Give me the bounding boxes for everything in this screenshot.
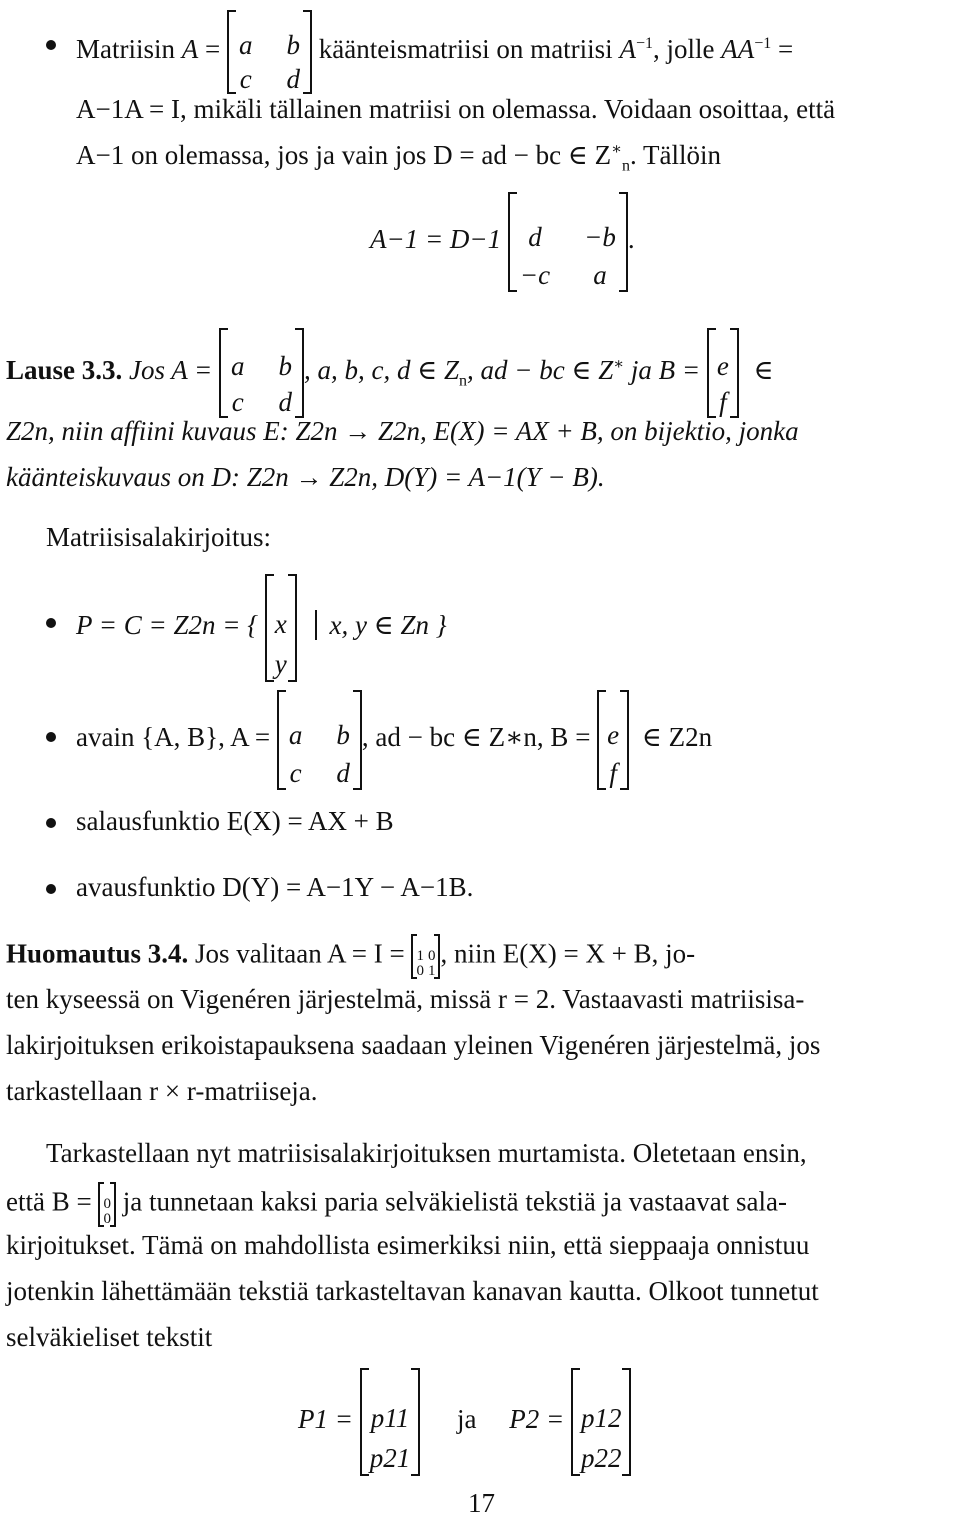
inverse-matrix: d −b −c a	[508, 192, 628, 292]
bullet-dot	[46, 732, 56, 742]
matrix-abcd: a b c d	[227, 10, 312, 94]
theorem-matrix: a b c d	[219, 328, 304, 418]
bullet-dot	[46, 40, 56, 50]
xy-vector: x y	[265, 574, 297, 682]
identity-matrix: 1 0 0 1	[411, 934, 440, 979]
page-number: 17	[468, 1488, 495, 1518]
para-line-2: että B = 0 0 ja tunnetaan kaksi paria selväkielistä tekstiä ja vastaavat sala-	[6, 1182, 787, 1227]
theorem-vector: e f	[707, 328, 739, 418]
key-matrix: a b c d	[277, 690, 362, 790]
bullet-dot	[46, 884, 56, 894]
inverse-equation: A−1 = D−1 d −b −c a .	[370, 192, 635, 292]
para-line-5: selväkieliset tekstit	[6, 1322, 213, 1352]
bullet-encryption: salausfunktio E(X) = AX + B	[76, 806, 394, 836]
theorem-line-3: käänteiskuvaus on D: Z2n → Z2n, D(Y) = A−1(Y − B).	[6, 462, 605, 492]
para-line-4: jotenkin lähettämään tekstiä tarkasteltavan kanavan kautta. Olkoot tunnetut	[6, 1276, 819, 1306]
key-vector: e f	[597, 690, 629, 790]
theorem-line-2: Z2n, niin affiini kuvaus E: Z2n → Z2n, E(X) = AX + B, on bijektio, jonka	[6, 416, 799, 446]
zero-vector: 0 0	[98, 1182, 116, 1227]
line-3: A−1 on olemassa, jos ja vain jos D = ad − bc ∈ $Z^∗_n$. Tällöin	[76, 140, 721, 175]
bullet-dot	[46, 818, 56, 828]
remark-line-3: lakirjoituksen erikoistapauksena saadaan yleinen Vigenéren järjestelmä, jos	[6, 1030, 821, 1060]
section-heading: Matriisisalakirjoitus:	[46, 522, 271, 552]
remark-line-2: ten kyseessä on Vigenéren järjestelmä, missä r = 2. Vastaavasti matriisisa-	[6, 984, 805, 1014]
p1-vector: p11 p21	[360, 1368, 421, 1476]
bullet-dot	[46, 618, 56, 628]
bullet-plaintext-space: P = C = Z2n = { x y x, y ∈ Zn }	[76, 574, 459, 682]
remark-line-4: tarkastellaan r × r-matriiseja.	[6, 1076, 318, 1106]
p2-vector: p12 p22	[571, 1368, 632, 1476]
para-line-1: Tarkastellaan nyt matriisisalakirjoituksen murtamista. Oletetaan ensin,	[46, 1138, 807, 1168]
theorem-3-3: Lause 3.3. Jos A = a b c d , a, b, c, d ∈ $Z_n$, ad − bc ∈ Z∗ ja B = e f ∈	[6, 328, 774, 418]
line-1: Matriisin A = a b c d käänteismatriisi on matriisi $A^{-1}$, jolle $AA^{-1}$ =	[76, 10, 793, 94]
para-line-3: kirjoitukset. Tämä on mahdollista esimerkiksi niin, että sieppaaja onnistuu	[6, 1230, 810, 1260]
bullet-key: avain {A, B}, A = a b c d , ad − bc ∈ Z∗n, B = e f ∈ Z2n	[76, 690, 712, 790]
plaintext-equation: P1 = p11 p21 ja P2 = p12 p22	[298, 1368, 631, 1476]
remark-3-4: Huomautus 3.4. Jos valitaan A = I = 1 0 0 1 , niin E(X) = X + B, jo-	[6, 934, 695, 979]
bullet-decryption: avausfunktio D(Y) = A−1Y − A−1B.	[76, 872, 474, 902]
line-2: A−1A = I, mikäli tällainen matriisi on olemassa. Voidaan osoittaa, että	[76, 94, 836, 124]
